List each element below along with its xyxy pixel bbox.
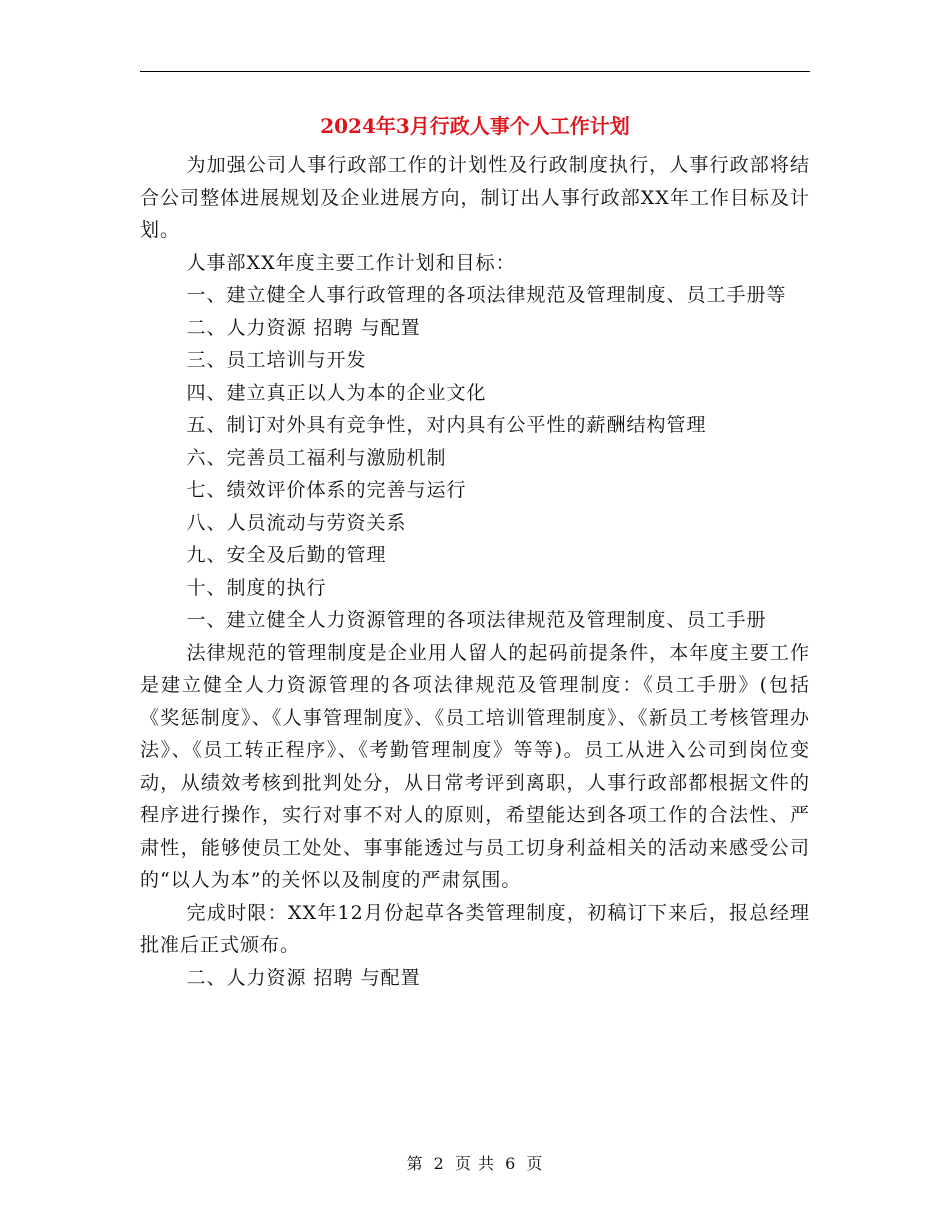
list-item: 九、安全及后勤的管理 xyxy=(186,544,387,566)
document-title: 2024年3月行政人事个人工作计划 xyxy=(320,114,630,138)
footer-suffix: 页 xyxy=(526,1154,544,1173)
footer-prefix: 第 xyxy=(406,1154,424,1173)
section-heading: 一、建立健全人力资源管理的各项法律规范及管理制度、员工手册 xyxy=(186,609,767,631)
deadline-paragraph: 完成时限：XX年12月份起草各类管理制度，初稿订下来后，报总经理批准后正式颁布。 xyxy=(140,901,810,956)
list-item: 八、人员流动与劳资关系 xyxy=(186,511,407,534)
page-footer xyxy=(0,1151,950,1174)
list-item: 三、员工培训与开发 xyxy=(186,349,367,371)
section-heading: 二、人力资源 招聘 与配置 xyxy=(186,966,421,989)
footer-page-number: 2 xyxy=(433,1154,445,1173)
header-rule xyxy=(140,71,810,72)
list-item: 十、制度的执行 xyxy=(186,576,327,599)
footer-total-pages: 6 xyxy=(505,1154,517,1173)
document-body xyxy=(140,149,810,994)
list-item: 四、建立真正以人为本的企业文化 xyxy=(186,381,487,404)
footer-middle: 页 共 xyxy=(454,1154,496,1173)
plan-heading: 人事部XX年度主要工作计划和目标： xyxy=(186,251,516,274)
list-item: 五、制订对外具有竞争性，对内具有公平性的薪酬结构管理 xyxy=(186,414,707,436)
body-paragraph: 法律规范的管理制度是企业用人留人的起码前提条件，本年度主要工作是建立健全人力资源管理的各项法律规范及管理制度：《员工手册》(包括《奖惩制度》、《人事管理制度》、《员工培训管理制度》、《新员工考核管理办法》、《员工转正程序》、《考勤管理制度》等等)。员工从进入公司到岗位变动，从绩效考核到批判处分，从日常考评到离职，人事行政部都根据文件的程序进行操作，实行对事不对人的原则，希望能达到各项工作的合法性、严肃性，能够使员工处处、事事能透过与员工切身利益相关的活动来感受公司的“以人为本”的关怀以及制度的严肃氛围。 xyxy=(140,641,810,891)
list-item: 二、人力资源 招聘 与配置 xyxy=(186,316,421,339)
list-item: 六、完善员工福利与激励机制 xyxy=(186,446,447,469)
intro-paragraph: 为加强公司人事行政部工作的计划性及行政制度执行，人事行政部将结合公司整体进展规划及企业进展方向，制订出人事行政部XX年工作目标及计划。 xyxy=(140,154,810,241)
list-item: 一、建立健全人事行政管理的各项法律规范及管理制度、员工手册等 xyxy=(186,284,787,306)
list-item: 七、绩效评价体系的完善与运行 xyxy=(186,479,467,501)
